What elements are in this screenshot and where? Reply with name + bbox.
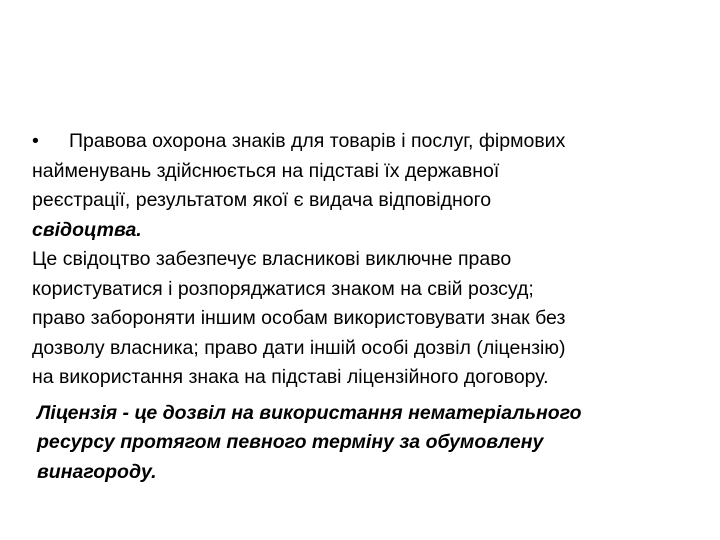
paragraph3-line2: ресурсу протягом певного терміну за обумовлену — [37, 431, 544, 453]
paragraph-license-definition — [32, 399, 692, 488]
paragraph2-line5: на використання знака на підставі ліцензійного договору. — [32, 366, 549, 388]
paragraph2-line4: дозволу власника; право дати іншій особі дозвіл (ліцензію) — [32, 336, 566, 359]
paragraph2-line1: Це свідоцтво забезпечує власникові виключне право — [32, 248, 512, 270]
paragraph2-line2: користуватися і розпоряджатися знаком на свій розсуд; — [32, 277, 534, 300]
paragraph1-line3: реєстрації, результатом якої є видача відповідного — [32, 189, 492, 211]
bullet-paragraph-trademark-protection — [32, 127, 692, 245]
slide-body — [32, 127, 692, 487]
paragraph1-line2: найменувань здійснюється на підставі їх державної — [32, 159, 500, 182]
paragraph1-line1: Правова охорона знаків для товарів і послуг, фірмових — [69, 130, 566, 152]
paragraph2-line3: право забороняти іншим особам використовувати знак без — [32, 307, 566, 329]
paragraph-certificate-rights — [32, 245, 692, 393]
paragraph3-line1: Ліцензія - це дозвіл на використання нематеріального — [37, 401, 582, 424]
paragraph3-line3: винагороду. — [37, 460, 157, 483]
bullet-icon: • — [32, 130, 39, 152]
paragraph1-emphasis: свідоцтва. — [32, 218, 142, 241]
